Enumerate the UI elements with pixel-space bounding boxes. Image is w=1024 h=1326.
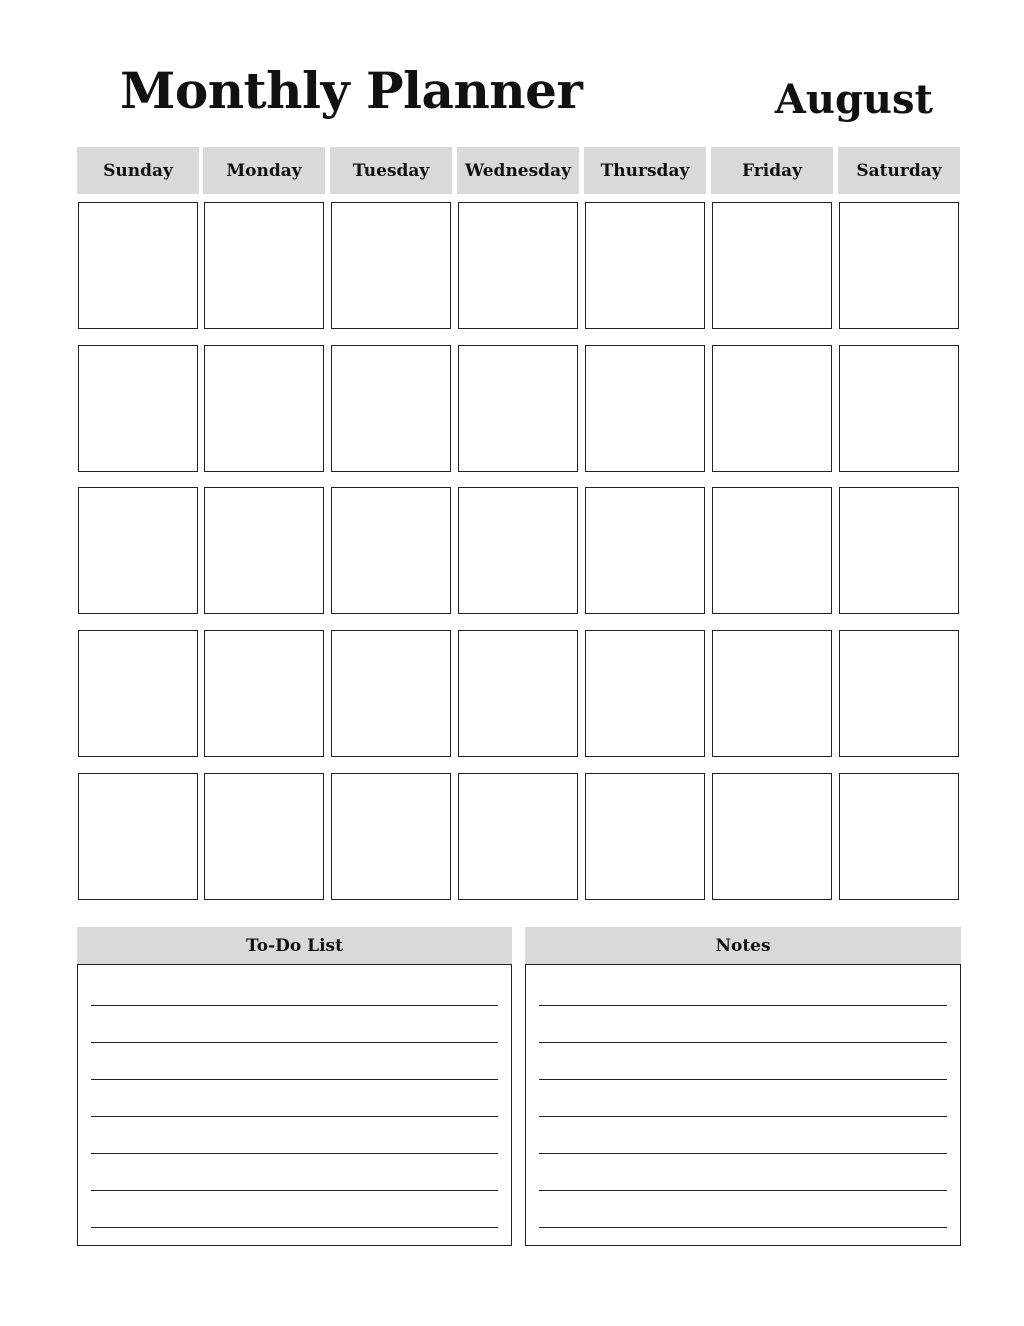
day-cell[interactable] bbox=[204, 773, 324, 900]
notes-header: Notes bbox=[525, 927, 961, 964]
day-cell[interactable] bbox=[712, 345, 832, 472]
day-cell[interactable] bbox=[331, 773, 451, 900]
day-cell[interactable] bbox=[331, 487, 451, 614]
weekday-header-wednesday: Wednesday bbox=[457, 147, 579, 194]
todo-box[interactable] bbox=[77, 964, 512, 1246]
todo-line[interactable] bbox=[91, 1190, 498, 1191]
month-label: August bbox=[774, 76, 933, 123]
day-cell[interactable] bbox=[585, 345, 705, 472]
notes-line[interactable] bbox=[539, 1005, 947, 1006]
day-cell[interactable] bbox=[204, 630, 324, 757]
day-cell[interactable] bbox=[585, 202, 705, 329]
weekday-header-sunday: Sunday bbox=[77, 147, 199, 194]
day-cell[interactable] bbox=[78, 773, 198, 900]
day-cell[interactable] bbox=[78, 487, 198, 614]
day-cell[interactable] bbox=[458, 202, 578, 329]
todo-line[interactable] bbox=[91, 1042, 498, 1043]
day-cell[interactable] bbox=[585, 487, 705, 614]
day-cell[interactable] bbox=[204, 487, 324, 614]
day-cell[interactable] bbox=[839, 630, 959, 757]
notes-line[interactable] bbox=[539, 1042, 947, 1043]
notes-line[interactable] bbox=[539, 1116, 947, 1117]
day-cell[interactable] bbox=[331, 630, 451, 757]
todo-header: To-Do List bbox=[77, 927, 512, 964]
todo-line[interactable] bbox=[91, 1005, 498, 1006]
todo-line[interactable] bbox=[91, 1116, 498, 1117]
day-cell[interactable] bbox=[331, 345, 451, 472]
day-cell[interactable] bbox=[458, 345, 578, 472]
weekday-header-thursday: Thursday bbox=[584, 147, 706, 194]
todo-line[interactable] bbox=[91, 1153, 498, 1154]
todo-line[interactable] bbox=[91, 1227, 498, 1228]
day-cell[interactable] bbox=[204, 345, 324, 472]
page-title: Monthly Planner bbox=[120, 61, 583, 120]
day-cell[interactable] bbox=[839, 487, 959, 614]
weekday-header-saturday: Saturday bbox=[838, 147, 960, 194]
day-cell[interactable] bbox=[712, 487, 832, 614]
notes-line[interactable] bbox=[539, 1227, 947, 1228]
notes-box[interactable] bbox=[525, 964, 961, 1246]
day-cell[interactable] bbox=[204, 202, 324, 329]
day-cell[interactable] bbox=[839, 202, 959, 329]
day-cell[interactable] bbox=[712, 202, 832, 329]
day-cell[interactable] bbox=[458, 773, 578, 900]
weekday-header-friday: Friday bbox=[711, 147, 833, 194]
day-cell[interactable] bbox=[839, 345, 959, 472]
day-cell[interactable] bbox=[331, 202, 451, 329]
day-cell[interactable] bbox=[585, 773, 705, 900]
day-cell[interactable] bbox=[585, 630, 705, 757]
day-cell[interactable] bbox=[78, 630, 198, 757]
weekday-header-tuesday: Tuesday bbox=[330, 147, 452, 194]
weekday-header-monday: Monday bbox=[203, 147, 325, 194]
day-cell[interactable] bbox=[458, 487, 578, 614]
day-cell[interactable] bbox=[78, 202, 198, 329]
day-cell[interactable] bbox=[458, 630, 578, 757]
notes-line[interactable] bbox=[539, 1079, 947, 1080]
notes-line[interactable] bbox=[539, 1153, 947, 1154]
day-cell[interactable] bbox=[712, 773, 832, 900]
day-cell[interactable] bbox=[78, 345, 198, 472]
day-cell[interactable] bbox=[839, 773, 959, 900]
day-cell[interactable] bbox=[712, 630, 832, 757]
notes-line[interactable] bbox=[539, 1190, 947, 1191]
todo-line[interactable] bbox=[91, 1079, 498, 1080]
